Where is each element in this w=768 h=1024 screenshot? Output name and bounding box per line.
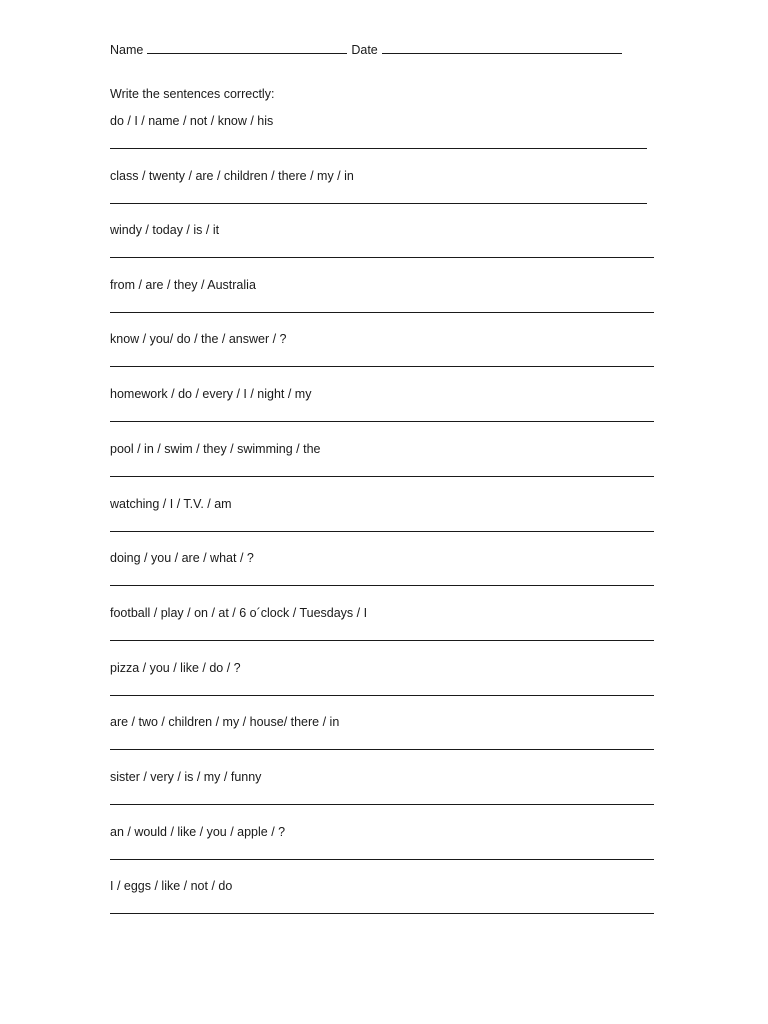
answer-line[interactable]: [110, 585, 654, 586]
header-row: [110, 42, 622, 57]
exercise-item: [110, 442, 654, 496]
exercise-prompt: an / would / like / you / apple / ?: [110, 825, 286, 839]
answer-line[interactable]: [110, 749, 654, 750]
exercise-prompt: class / twenty / are / children / there / my / in: [110, 169, 354, 183]
answer-line[interactable]: [110, 695, 654, 696]
exercise-prompt: are / two / children / my / house/ there / in: [110, 715, 340, 729]
exercise-item: [110, 387, 654, 441]
name-blank[interactable]: [147, 42, 347, 54]
exercise-item: [110, 715, 654, 769]
exercise-item: [110, 114, 654, 168]
exercise-prompt: homework / do / every / I / night / my: [110, 387, 312, 401]
exercise-prompt: pool / in / swim / they / swimming / the: [110, 442, 321, 456]
answer-line[interactable]: [110, 804, 654, 805]
exercise-item: [110, 606, 654, 660]
answer-line[interactable]: [110, 257, 654, 258]
exercise-item: [110, 825, 654, 879]
answer-line[interactable]: [110, 640, 654, 641]
exercise-prompt: watching / I / T.V. / am: [110, 497, 232, 511]
exercise-item: [110, 551, 654, 605]
answer-line[interactable]: [110, 859, 654, 860]
exercise-item: [110, 332, 654, 386]
exercise-prompt: do / I / name / not / know / his: [110, 114, 274, 128]
exercise-prompt: doing / you / are / what / ?: [110, 551, 254, 565]
answer-line[interactable]: [110, 531, 654, 532]
answer-line[interactable]: [110, 312, 654, 313]
exercise-item: [110, 879, 654, 933]
exercise-prompt: windy / today / is / it: [110, 223, 220, 237]
exercise-prompt: football / play / on / at / 6 o´clock / Tuesdays / I: [110, 606, 368, 620]
instructions: Write the sentences correctly:: [110, 87, 275, 101]
exercise-item: [110, 278, 654, 332]
exercise-item: [110, 661, 654, 715]
exercise-item: [110, 223, 654, 277]
exercise-item: [110, 770, 654, 824]
answer-line[interactable]: [110, 421, 654, 422]
name-label: Name: [110, 43, 144, 57]
answer-line[interactable]: [110, 476, 654, 477]
answer-line[interactable]: [110, 148, 647, 149]
answer-line[interactable]: [110, 913, 654, 914]
exercise-item: [110, 169, 654, 223]
exercise-prompt: I / eggs / like / not / do: [110, 879, 233, 893]
exercise-prompt: know / you/ do / the / answer / ?: [110, 332, 287, 346]
exercise-prompt: pizza / you / like / do / ?: [110, 661, 241, 675]
answer-line[interactable]: [110, 366, 654, 367]
exercise-prompt: from / are / they / Australia: [110, 278, 256, 292]
exercise-item: [110, 497, 654, 551]
date-blank[interactable]: [382, 42, 622, 54]
exercise-prompt: sister / very / is / my / funny: [110, 770, 262, 784]
date-label: Date: [351, 43, 378, 57]
answer-line[interactable]: [110, 203, 647, 204]
